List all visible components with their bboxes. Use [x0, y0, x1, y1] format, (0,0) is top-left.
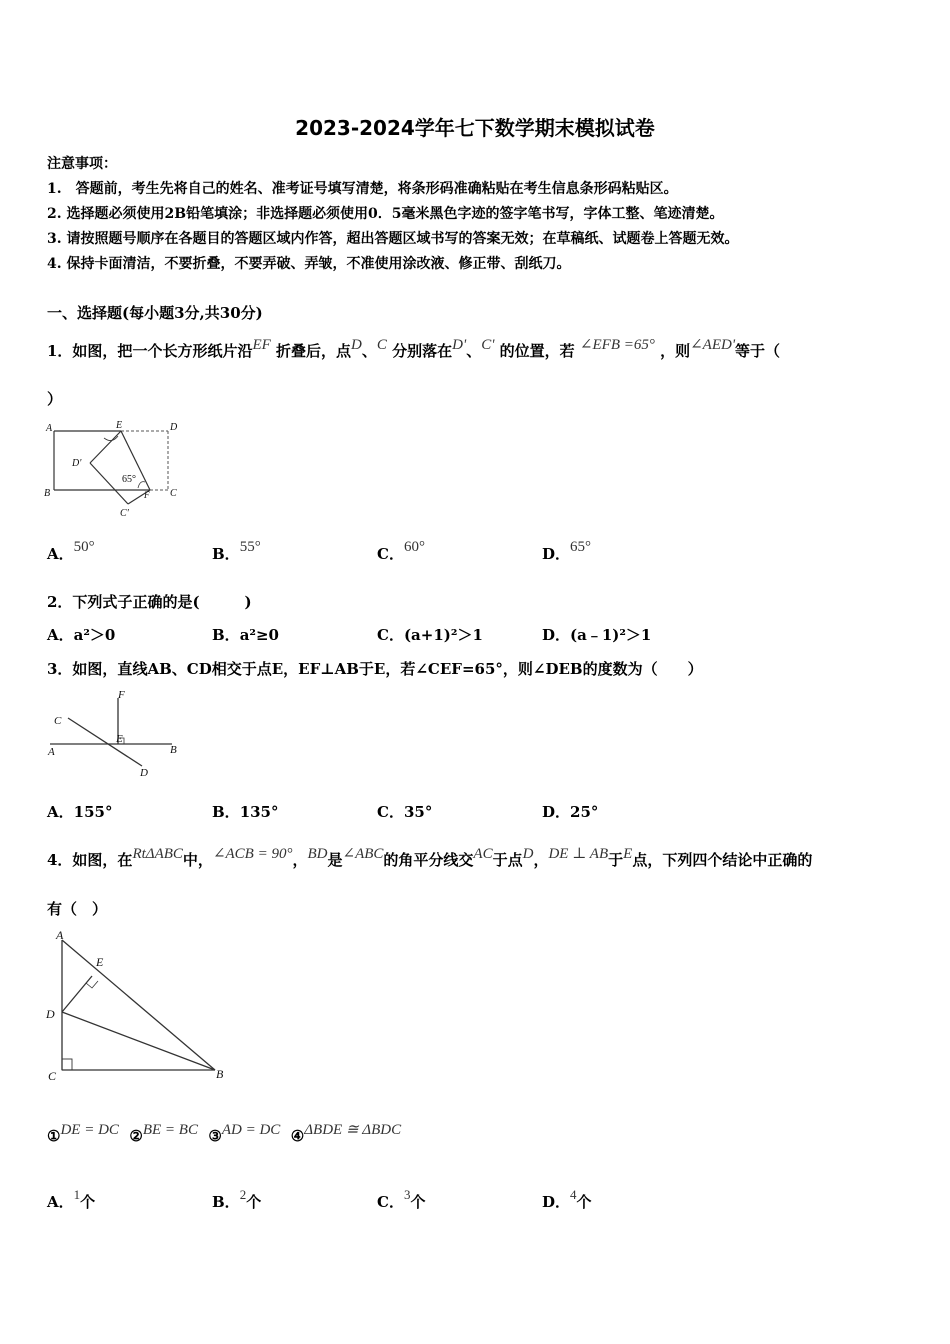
label-a: A: [48, 746, 55, 758]
label-b: B: [216, 1067, 224, 1081]
section-heading: 一、选择题(每小题3分,共30分): [47, 304, 263, 322]
question-3-stem: 3．如图，直线AB、CD相交于点E，EF⊥AB于E，若∠CEF=65°，则∠DEB的度数为（ ）: [47, 660, 703, 678]
question-4-stem: 4．如图，在RtΔABC中，∠ACB = 90°，BD是∠ABC的角平分线交AC于点D，DE ⊥ AB于E点，下列四个结论中正确的: [47, 846, 813, 869]
label-b: B: [44, 488, 51, 499]
question-2-option-d[interactable]: D．(a﹣1)²＞1: [542, 626, 652, 644]
question-1-close: ）: [47, 390, 63, 408]
question-1-stem: 1．如图，把一个长方形纸片沿EF 折叠后，点D、C 分别落在D'、C' 的位置，若 ∠EFB =65° ，则∠AED'等于（: [47, 337, 781, 360]
label-e: E: [96, 955, 104, 969]
label-a: A: [46, 423, 53, 434]
question-3-option-c[interactable]: C．35°: [377, 803, 433, 821]
question-2-option-b[interactable]: B．a²≥0: [212, 626, 279, 644]
label-a: A: [56, 928, 64, 942]
question-1-option-c[interactable]: C．60°: [377, 539, 425, 563]
question-3-figure: [42, 688, 187, 780]
label-c-prime: C': [120, 508, 129, 519]
question-3-option-a[interactable]: A．155°: [47, 803, 113, 821]
label-f: F: [144, 490, 150, 500]
label-c: C: [48, 1069, 57, 1083]
notice-heading: 注意事项：: [47, 156, 117, 172]
page-title: 2023-2024学年七下数学期末模拟试卷: [295, 116, 655, 140]
question-4-conclusions: ①DE = DC ②BE = BC ③AD = DC ④ΔBDE ≅ ΔBDC: [47, 1122, 402, 1145]
question-4-figure: [42, 926, 242, 1086]
question-2-stem: 2．下列式子正确的是( ): [47, 593, 252, 611]
question-4-stem-line2: 有（ ）: [47, 900, 108, 918]
question-1-figure: [42, 416, 192, 524]
triangle-figure: [62, 940, 215, 1070]
notice-item-2: 2. 选择题必须使用2B铅笔填涂；非选择题必须使用0．5毫米黑色字迹的签字笔书写，字体工整、笔迹清楚。: [47, 206, 724, 222]
question-4-option-a[interactable]: A．1个: [47, 1187, 96, 1211]
intersecting-lines: [50, 698, 172, 766]
question-4-option-c[interactable]: C．3个: [377, 1187, 426, 1211]
label-e: E: [116, 733, 123, 745]
label-d-prime: D': [72, 458, 82, 469]
label-e: E: [116, 420, 123, 431]
notice-item-1: 1. 答题前，考生先将自己的姓名、准考证号填写清楚，将条形码准确粘贴在考生信息条形码粘贴区。: [47, 181, 678, 197]
question-4-option-d[interactable]: D．4个: [542, 1187, 592, 1211]
question-4-option-b[interactable]: B．2个: [212, 1187, 262, 1211]
label-c: C: [170, 488, 177, 499]
question-1-option-b[interactable]: B．55°: [212, 539, 261, 563]
label-d: D: [46, 1007, 55, 1021]
question-2-option-a[interactable]: A．a²＞0: [47, 626, 116, 644]
label-d: D: [140, 767, 148, 779]
label-b: B: [170, 744, 177, 756]
question-3-option-d[interactable]: D．25°: [542, 803, 599, 821]
angle-label: 65°: [122, 474, 136, 485]
question-2-option-c[interactable]: C．(a+1)²＞1: [377, 626, 483, 644]
notice-item-3: 3. 请按照题号顺序在各题目的答题区域内作答，超出答题区域书写的答案无效；在草稿纸、试题卷上答题无效。: [47, 231, 739, 247]
notice-item-4: 4. 保持卡面清洁，不要折叠，不要弄破、弄皱，不准使用涂改液、修正带、刮纸刀。: [47, 256, 571, 272]
label-c: C: [54, 715, 62, 727]
label-d: D: [170, 422, 178, 433]
question-1-option-d[interactable]: D．65°: [542, 539, 592, 563]
question-1-option-a[interactable]: A．50°: [47, 539, 95, 563]
label-f: F: [118, 689, 125, 701]
question-3-option-b[interactable]: B．135°: [212, 803, 279, 821]
